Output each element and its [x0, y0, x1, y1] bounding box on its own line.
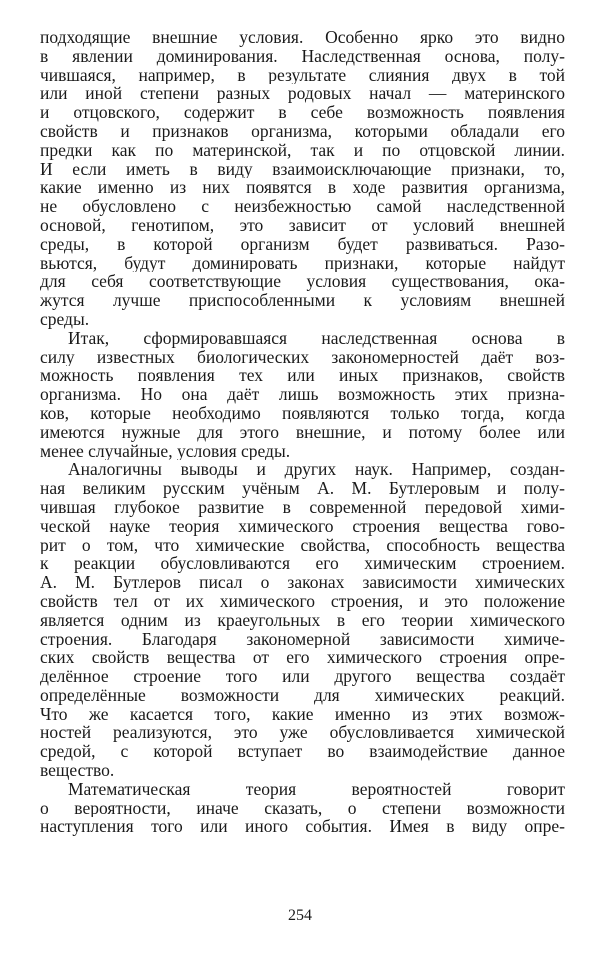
text-line: ских свойств вещества от его химического строения опре-: [40, 648, 565, 668]
page-body-text: [40, 28, 565, 836]
text-line: рит о том, что химические свойства, способность вещества: [40, 535, 565, 555]
text-line: наступления того или иного события. Имея в виду опре-: [40, 817, 565, 837]
text-line: и отцовского, содержит в себе возможность появления: [40, 103, 565, 122]
text-line: для себя соответствующие условия существования, ока-: [40, 272, 565, 292]
text-line: ная великим русским учёным А. М. Бутлеровым и полу-: [40, 479, 565, 498]
text-line: вещество.: [40, 761, 115, 780]
text-line: ческой науке теория химического строения вещества гово-: [40, 516, 565, 536]
text-line: вьются, будут доминировать признаки, которые найдут: [40, 253, 565, 273]
text-line: ков, которые необходимо появляются только тогда, когда: [40, 403, 565, 423]
text-line: Аналогичны выводы и других наук. Например, создан-: [68, 460, 565, 480]
text-line: менее случайные, условия среды.: [40, 441, 291, 461]
text-line: силу известных биологических закономерностей даёт воз-: [40, 347, 565, 367]
text-line: организма. Но она даёт лишь возможность этих призна-: [40, 385, 565, 404]
text-line: какие именно из них появятся в ходе развития организма,: [40, 178, 565, 198]
text-line: можность появления тех или иных признаков, свойств: [40, 366, 565, 386]
text-line: чившая глубокое развитие в современной передовой хими-: [40, 497, 565, 517]
text-line: Что же касается того, какие именно из этих возмож-: [40, 704, 565, 724]
text-line: основой, генотипом, это зависит от условий внешней: [40, 215, 565, 235]
text-line: среды, в которой организм будет развиваться. Разо-: [40, 234, 565, 254]
text-line: в явлении доминирования. Наследственная основа, полу-: [40, 46, 565, 66]
text-line: И если иметь в виду взаимоисключающие признаки, то,: [40, 159, 565, 179]
text-line: определённые возможности для химических реакций.: [40, 685, 565, 705]
text-line: А. М. Бутлеров писал о законах зависимости химических: [40, 573, 565, 592]
text-line: Итак, сформировавшаяся наследственная основа в: [68, 328, 565, 348]
page-number: 254: [288, 907, 312, 924]
text-line: средой, с которой вступает во взаимодействие данное: [40, 742, 565, 762]
text-line: является одним из краеугольных в его теории химического: [40, 610, 565, 630]
text-line: Математическая теория вероятностей говорит: [68, 779, 565, 799]
text-line: строения. Благодаря закономерной зависимости химиче-: [40, 629, 565, 649]
text-line: к реакции обусловливаются его химическим строением.: [40, 554, 565, 574]
paragraph: [40, 460, 565, 780]
text-line: свойств и признаков организма, которыми обладали его: [40, 121, 565, 141]
paragraph: [40, 28, 565, 329]
text-line: жутся лучше приспособленными к условиям внешней: [40, 291, 565, 310]
text-line: или иной степени разных родовых начал — материнского: [40, 84, 565, 104]
paragraph: [40, 329, 565, 461]
paragraph: [40, 780, 565, 836]
text-line: не обусловлено с неизбежностью самой наследственной: [40, 197, 565, 216]
text-line: подходящие внешние условия. Особенно ярко это видно: [40, 28, 565, 47]
text-line: чившаяся, например, в результате слияния двух в той: [40, 65, 565, 85]
text-line: ностей реализуются, это уже обусловливается химической: [40, 723, 565, 743]
text-line: о вероятности, иначе сказать, о степени возможности: [40, 798, 565, 818]
text-line: имеются нужные для этого внешние, и потому более или: [40, 422, 565, 442]
text-line: свойств тел от их химического строения, и это положение: [40, 591, 565, 611]
text-line: делённое строение того или другого вещества создаёт: [40, 667, 565, 686]
text-line: предки как по материнской, так и по отцовской линии.: [40, 140, 565, 160]
text-line: среды.: [40, 309, 90, 329]
